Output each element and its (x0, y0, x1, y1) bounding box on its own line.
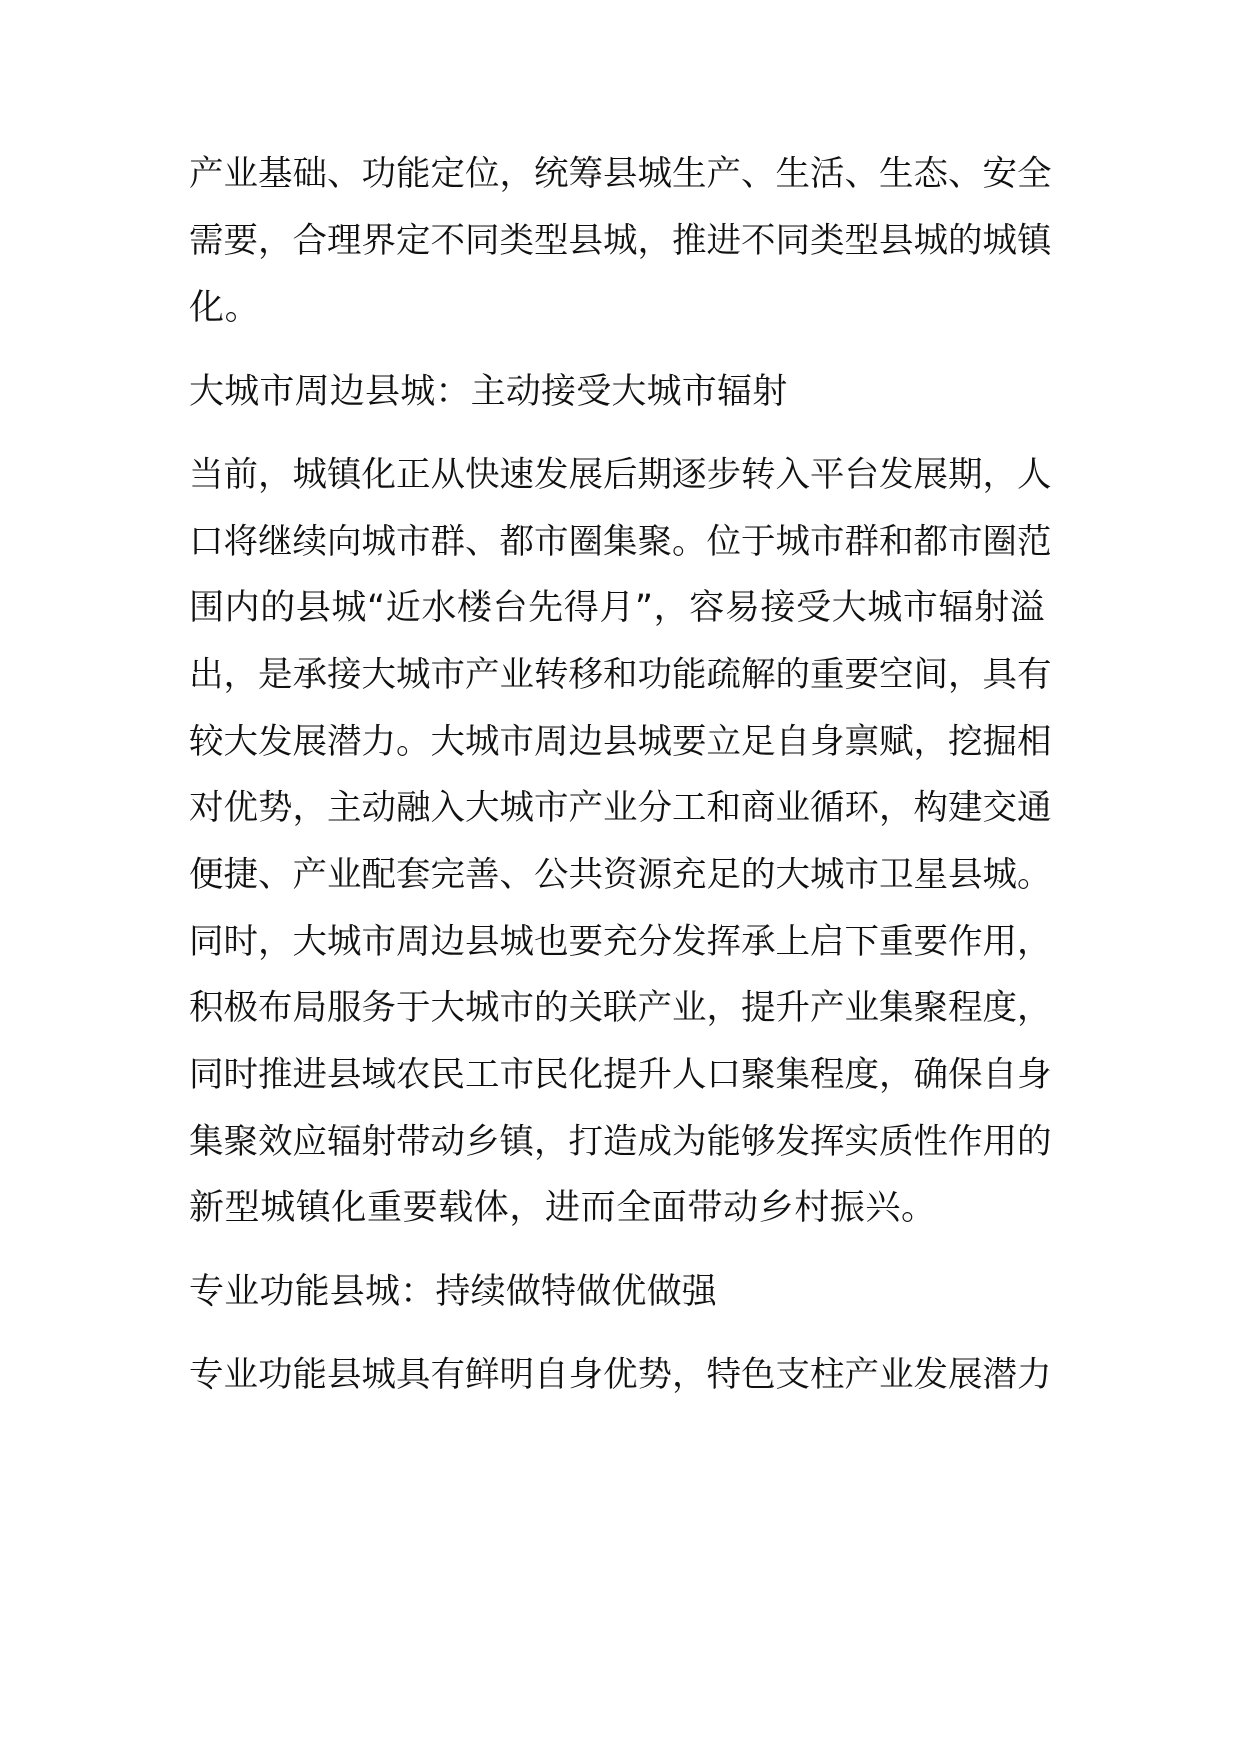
paragraph-line: 当前，城镇化正从快速发展后期逐步转入平台发展期，人 (189, 455, 1052, 495)
paragraph-line: 同时推进县域农民工市民化提升人口聚集程度，确保自身 (189, 1055, 1052, 1095)
paragraph-line: 集聚效应辐射带动乡镇，打造成为能够发挥实质性作用的 (189, 1122, 1052, 1162)
paragraph-line: 专业功能县城具有鲜明自身优势，特色支柱产业发展潜力 (189, 1355, 1052, 1395)
paragraph-line: 围内的县城“近水楼台先得月”，容易接受大城市辐射溢 (189, 588, 1046, 628)
paragraph-line: 新型城镇化重要载体，进而全面带动乡村振兴。 (189, 1188, 937, 1228)
paragraph-line: 较大发展潜力。大城市周边县城要立足自身禀赋，挖掘相 (189, 722, 1052, 762)
section-heading-2: 专业功能县城：持续做特做优做强 (189, 1272, 718, 1312)
paragraph-line: 积极布局服务于大城市的关联产业，提升产业集聚程度， (189, 988, 1052, 1028)
paragraph-line: 口将继续向城市群、都市圈集聚。位于城市群和都市圈范 (189, 522, 1052, 562)
paragraph-line: 对优势，主动融入大城市产业分工和商业循环，构建交通 (189, 788, 1052, 828)
paragraph-line: 便捷、产业配套完善、公共资源充足的大城市卫星县城。 (189, 855, 1052, 895)
section-heading-1: 大城市周边县城：主动接受大城市辐射 (189, 372, 788, 412)
paragraph-line: 同时，大城市周边县城也要充分发挥承上启下重要作用， (189, 922, 1052, 962)
paragraph-line: 化。 (189, 288, 261, 328)
paragraph-line: 需要，合理界定不同类型县城，推进不同类型县城的城镇 (189, 221, 1052, 261)
paragraph-line: 出，是承接大城市产业转移和功能疏解的重要空间，具有 (189, 655, 1052, 695)
paragraph-line: 产业基础、功能定位，统筹县城生产、生活、生态、安全 (189, 154, 1052, 194)
